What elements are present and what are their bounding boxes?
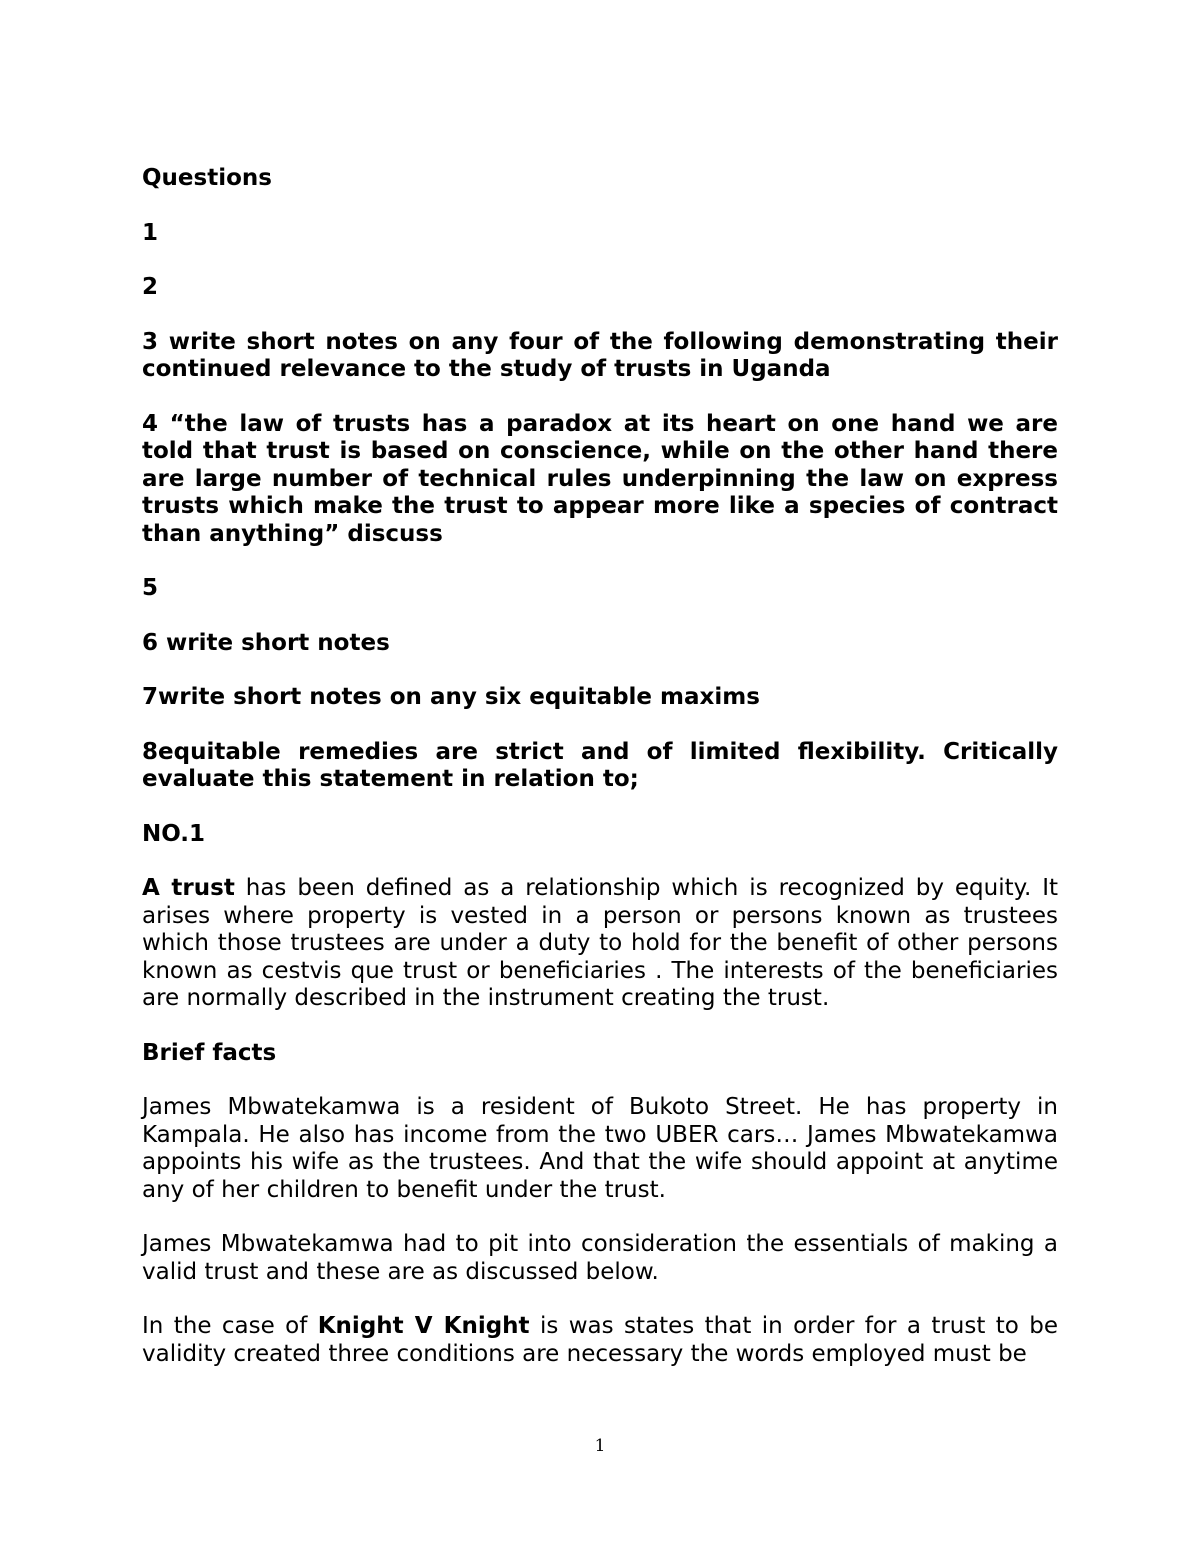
page-number: 1 [594, 1436, 606, 1456]
facts-paragraph-2: James Mbwatekamwa had to pit into consideration the essentials of making a valid trust and these are as discussed below. [142, 1231, 1058, 1285]
question-1: 1 [142, 219, 159, 246]
case-name: Knight V Knight [317, 1313, 530, 1339]
facts-paragraph-1: James Mbwatekamwa is a resident of Bukoto Street. He has property in Kampala. He also has income from the two UBER cars… James Mbwatekamwa appoints his wife as the trustees. And that the wife should appoint at anytime any of her children to benefit under the trust. [142, 1094, 1058, 1203]
question-6: 6 write short notes [142, 629, 390, 656]
brief-facts-heading: Brief facts [142, 1039, 277, 1066]
case-paragraph [142, 1313, 1058, 1368]
case-intro: In the case of [142, 1313, 318, 1339]
question-7: 7write short notes on any six equitable maxims [142, 684, 760, 710]
questions-heading: Questions [142, 165, 272, 191]
trust-definition-text: has been defined as a relationship which is recognized by equity. It arises where property is vested in a person or persons known as trustees which those trustees are under a duty to hold for the benefit of other persons known as cestvis que trust or beneficiaries . The interests of the beneficiaries are normally described in the instrument creating the trust. [142, 875, 1058, 1011]
case-text: is was states that in order for a trust to be validity created three conditions are necessary the words employed must be [142, 1313, 1058, 1367]
question-8: 8equitable remedies are strict and of limited flexibility. Critically evaluate this statement in relation to; [142, 738, 1058, 792]
trust-term: A trust [142, 875, 235, 901]
question-2: 2 [142, 274, 159, 300]
question-5: 5 [142, 575, 159, 601]
question-4: 4 “the law of trusts has a paradox at its heart on one hand we are told that trust is based on conscience, while on the other hand there are large number of technical rules underpinning the law on express trusts which make the trust to appear more like a species of contract than anything” discuss [142, 410, 1058, 547]
answer-no1-heading: NO.1 [142, 820, 206, 847]
question-3: 3 write short notes on any four of the following demonstrating their continued relevance to the study of trusts in Uganda [142, 328, 1058, 382]
document-body [142, 165, 1058, 1368]
trust-definition-paragraph [142, 875, 1058, 1013]
